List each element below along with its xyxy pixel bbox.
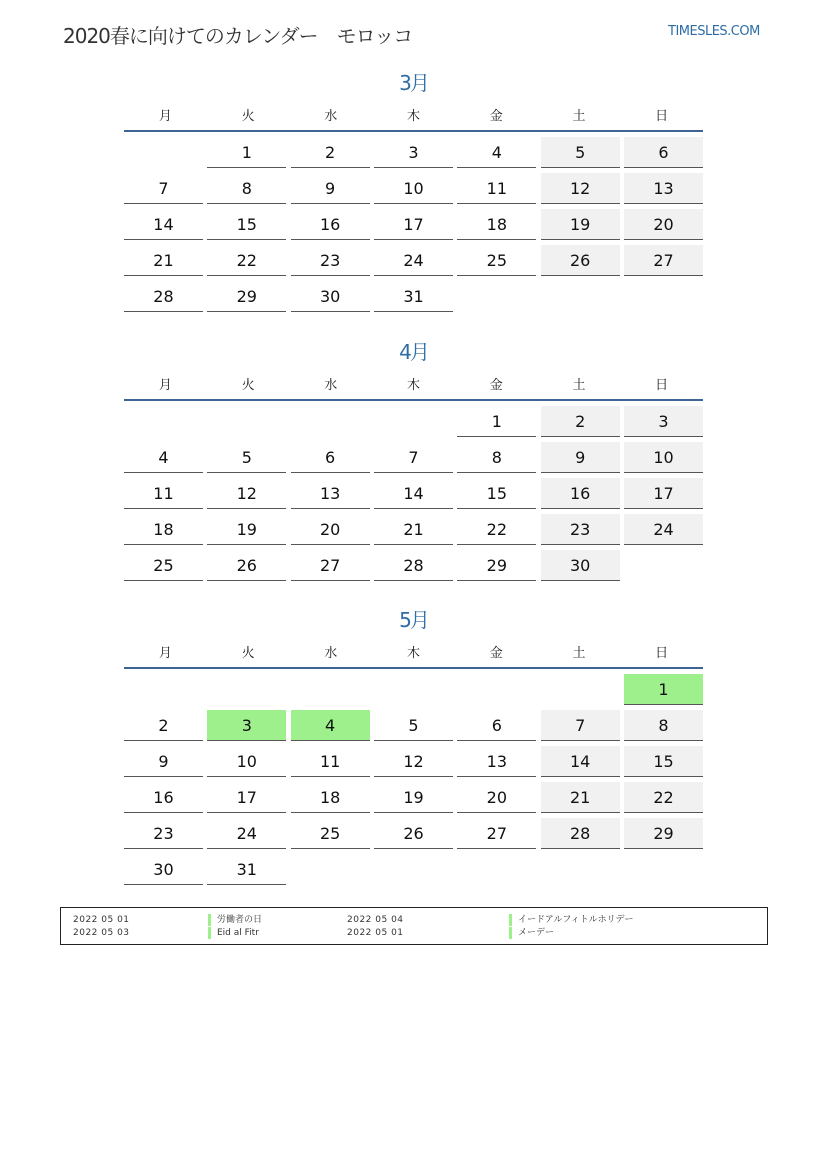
weekend-day-cell: 24 — [624, 514, 703, 545]
legend-date: 2022 05 01 — [347, 928, 404, 938]
week-row — [124, 442, 703, 478]
week-row — [124, 514, 703, 550]
weekday-header — [124, 367, 703, 399]
empty-cell — [207, 406, 286, 437]
day-cell: 4 — [457, 137, 536, 168]
header-divider — [124, 399, 703, 401]
weekend-day-cell: 14 — [541, 746, 620, 777]
weekend-day-cell: 19 — [541, 209, 620, 240]
weekend-day-cell: 17 — [624, 478, 703, 509]
day-cell: 8 — [207, 173, 286, 204]
day-cell: 14 — [124, 209, 203, 240]
day-cell: 8 — [457, 442, 536, 473]
weekend-day-cell: 6 — [624, 137, 703, 168]
day-cell: 28 — [124, 281, 203, 312]
week-row — [124, 406, 703, 442]
holiday-day-cell: 3 — [207, 710, 286, 741]
weekday-label: 木 — [407, 377, 421, 393]
weekend-day-cell: 9 — [541, 442, 620, 473]
weekend-day-cell: 7 — [541, 710, 620, 741]
day-cell: 15 — [457, 478, 536, 509]
day-cell: 11 — [124, 478, 203, 509]
week-row — [124, 710, 703, 746]
day-cell: 7 — [124, 173, 203, 204]
weekend-day-cell: 23 — [541, 514, 620, 545]
day-cell: 9 — [291, 173, 370, 204]
month-title: 5月 — [399, 608, 428, 632]
day-cell: 31 — [207, 854, 286, 885]
weekend-day-cell: 20 — [624, 209, 703, 240]
header-divider — [124, 130, 703, 132]
legend-date: 2022 05 03 — [73, 928, 130, 938]
weekend-day-cell: 13 — [624, 173, 703, 204]
weekday-label: 日 — [655, 108, 669, 124]
day-cell: 3 — [374, 137, 453, 168]
day-cell: 30 — [124, 854, 203, 885]
day-cell: 26 — [374, 818, 453, 849]
day-cell: 26 — [207, 550, 286, 581]
day-cell: 29 — [457, 550, 536, 581]
day-cell: 24 — [207, 818, 286, 849]
day-cell: 16 — [291, 209, 370, 240]
day-cell: 12 — [207, 478, 286, 509]
empty-cell — [457, 281, 536, 312]
day-cell: 28 — [374, 550, 453, 581]
weekday-label: 金 — [489, 377, 503, 393]
day-cell: 13 — [457, 746, 536, 777]
weekday-label: 土 — [572, 377, 586, 393]
day-cell: 25 — [457, 245, 536, 276]
weekday-label: 土 — [572, 645, 586, 661]
weekend-day-cell: 10 — [624, 442, 703, 473]
day-cell: 18 — [124, 514, 203, 545]
weekday-header — [124, 98, 703, 130]
empty-cell — [124, 674, 203, 705]
brand-link[interactable]: TIMESLES.COM — [668, 24, 760, 39]
weekend-day-cell: 27 — [624, 245, 703, 276]
day-cell: 21 — [374, 514, 453, 545]
empty-cell — [124, 137, 203, 168]
week-row — [124, 782, 703, 818]
weekend-day-cell: 5 — [541, 137, 620, 168]
day-cell: 16 — [124, 782, 203, 813]
weekday-label: 水 — [324, 645, 338, 661]
empty-cell — [374, 854, 453, 885]
weekday-label: 木 — [407, 108, 421, 124]
weekday-label: 月 — [158, 108, 172, 124]
weekday-label: 火 — [241, 108, 255, 124]
week-row — [124, 478, 703, 514]
day-cell: 17 — [374, 209, 453, 240]
day-cell: 5 — [374, 710, 453, 741]
legend-holiday-name: Eid al Fitr — [208, 927, 259, 939]
week-row — [124, 746, 703, 782]
day-cell: 2 — [124, 710, 203, 741]
weekday-label: 火 — [241, 377, 255, 393]
weekday-label: 火 — [241, 645, 255, 661]
day-cell: 6 — [291, 442, 370, 473]
header-divider — [124, 667, 703, 669]
week-row — [124, 818, 703, 854]
weekday-label: 土 — [572, 108, 586, 124]
legend-holiday-name: 労働者の日 — [208, 914, 262, 926]
day-cell: 15 — [207, 209, 286, 240]
month-title: 3月 — [399, 71, 428, 95]
day-cell: 11 — [457, 173, 536, 204]
legend-holiday-name: メーデー — [509, 927, 554, 939]
month-april — [124, 337, 703, 586]
day-cell: 4 — [124, 442, 203, 473]
day-cell: 30 — [291, 281, 370, 312]
day-cell: 2 — [291, 137, 370, 168]
day-cell: 19 — [207, 514, 286, 545]
weekday-header — [124, 635, 703, 667]
day-cell: 18 — [291, 782, 370, 813]
day-cell: 23 — [124, 818, 203, 849]
month-march — [124, 68, 703, 317]
empty-cell — [291, 406, 370, 437]
week-row — [124, 245, 703, 281]
week-row — [124, 209, 703, 245]
week-row — [124, 173, 703, 209]
week-row — [124, 281, 703, 317]
weekend-day-cell: 8 — [624, 710, 703, 741]
weekend-day-cell: 26 — [541, 245, 620, 276]
holiday-day-cell: 1 — [624, 674, 703, 705]
empty-cell — [457, 674, 536, 705]
empty-cell — [374, 674, 453, 705]
day-cell: 29 — [207, 281, 286, 312]
day-cell: 25 — [291, 818, 370, 849]
weekend-day-cell: 29 — [624, 818, 703, 849]
day-cell: 11 — [291, 746, 370, 777]
weekend-day-cell: 2 — [541, 406, 620, 437]
weekend-day-cell: 30 — [541, 550, 620, 581]
legend-date: 2022 05 04 — [347, 915, 404, 925]
day-cell: 10 — [374, 173, 453, 204]
weekday-label: 日 — [655, 377, 669, 393]
month-title: 4月 — [399, 340, 428, 364]
empty-cell — [291, 674, 370, 705]
day-cell: 25 — [124, 550, 203, 581]
day-cell: 9 — [124, 746, 203, 777]
day-cell: 1 — [457, 406, 536, 437]
weekday-label: 月 — [158, 377, 172, 393]
day-cell: 17 — [207, 782, 286, 813]
empty-cell — [541, 674, 620, 705]
weekend-day-cell: 15 — [624, 746, 703, 777]
week-row — [124, 137, 703, 173]
week-row — [124, 854, 703, 890]
weekend-day-cell: 12 — [541, 173, 620, 204]
weekend-day-cell: 16 — [541, 478, 620, 509]
empty-cell — [624, 550, 703, 581]
empty-cell — [207, 674, 286, 705]
day-cell: 6 — [457, 710, 536, 741]
day-cell: 24 — [374, 245, 453, 276]
empty-cell — [124, 406, 203, 437]
legend-holiday-name: イードアルフィトルホリデー — [509, 914, 633, 926]
day-cell: 21 — [124, 245, 203, 276]
week-row — [124, 674, 703, 710]
empty-cell — [374, 406, 453, 437]
page-title: 2020春に向けてのカレンダー モロッコ — [63, 24, 413, 48]
day-cell: 23 — [291, 245, 370, 276]
weekday-label: 金 — [489, 645, 503, 661]
holiday-day-cell: 4 — [291, 710, 370, 741]
day-cell: 13 — [291, 478, 370, 509]
weekday-label: 水 — [324, 377, 338, 393]
day-cell: 20 — [291, 514, 370, 545]
week-row — [124, 550, 703, 586]
empty-cell — [291, 854, 370, 885]
day-cell: 5 — [207, 442, 286, 473]
day-cell: 12 — [374, 746, 453, 777]
weekday-label: 金 — [489, 108, 503, 124]
holiday-legend — [60, 907, 768, 945]
day-cell: 22 — [207, 245, 286, 276]
weekend-day-cell: 21 — [541, 782, 620, 813]
weekend-day-cell: 3 — [624, 406, 703, 437]
weekday-label: 木 — [407, 645, 421, 661]
day-cell: 31 — [374, 281, 453, 312]
legend-date: 2022 05 01 — [73, 915, 130, 925]
day-cell: 7 — [374, 442, 453, 473]
empty-cell — [541, 281, 620, 312]
weekday-label: 水 — [324, 108, 338, 124]
weekday-label: 月 — [158, 645, 172, 661]
day-cell: 27 — [291, 550, 370, 581]
empty-cell — [624, 281, 703, 312]
day-cell: 10 — [207, 746, 286, 777]
weekend-day-cell: 28 — [541, 818, 620, 849]
day-cell: 19 — [374, 782, 453, 813]
empty-cell — [541, 854, 620, 885]
day-cell: 20 — [457, 782, 536, 813]
empty-cell — [624, 854, 703, 885]
day-cell: 27 — [457, 818, 536, 849]
day-cell: 1 — [207, 137, 286, 168]
weekday-label: 日 — [655, 645, 669, 661]
month-may — [124, 605, 703, 890]
empty-cell — [457, 854, 536, 885]
weekend-day-cell: 22 — [624, 782, 703, 813]
day-cell: 18 — [457, 209, 536, 240]
day-cell: 14 — [374, 478, 453, 509]
day-cell: 22 — [457, 514, 536, 545]
